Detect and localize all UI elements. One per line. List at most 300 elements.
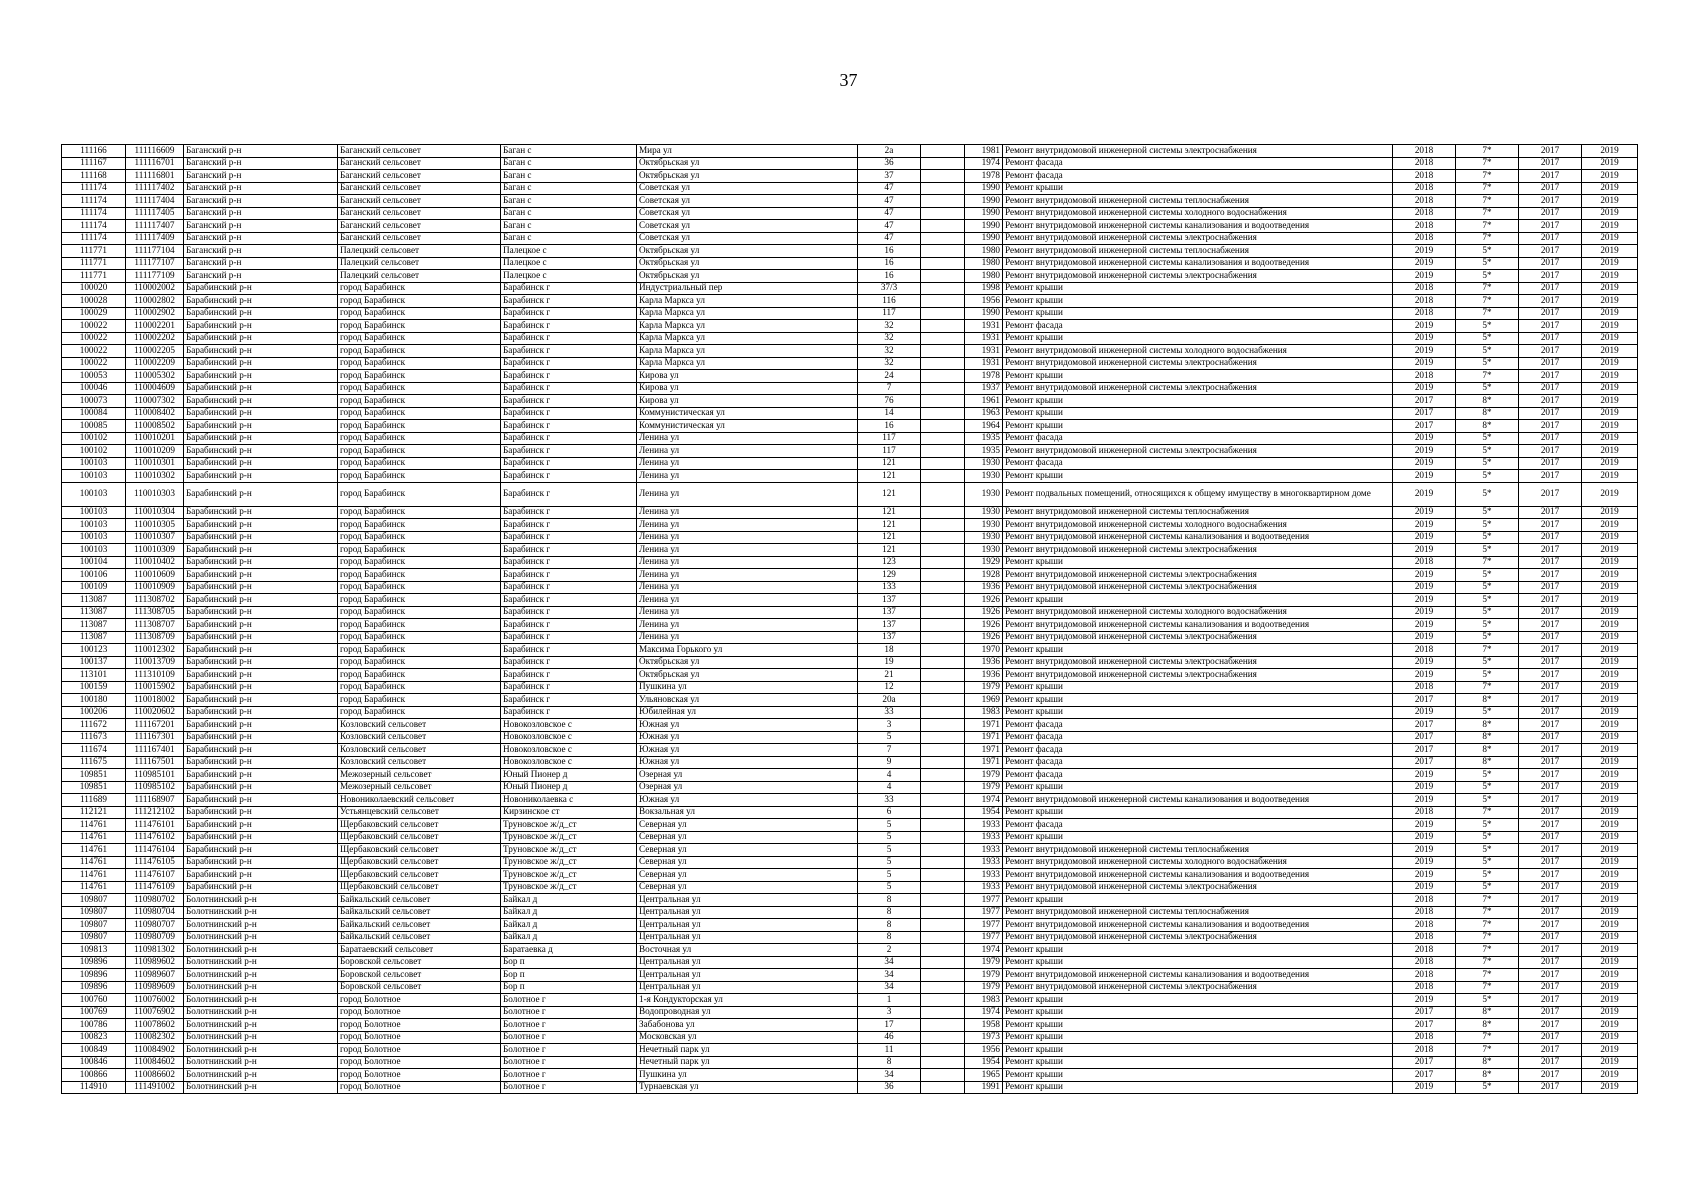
settlement-cell: Барабинск г <box>501 320 637 333</box>
municipality-cell: город Барабинск <box>338 694 501 707</box>
period-end-cell: 2019 <box>1582 420 1638 433</box>
period-start-cell: 2017 <box>1519 506 1582 519</box>
priority-cell: 5* <box>1456 831 1519 844</box>
house-number-cell: 8 <box>858 919 921 932</box>
street-cell: Ленина ул <box>637 569 858 582</box>
house-number-cell: 3 <box>858 1006 921 1019</box>
period-end-cell: 2019 <box>1582 170 1638 183</box>
table-row <box>62 606 1638 619</box>
priority-cell: 5* <box>1456 669 1519 682</box>
period-start-cell: 2017 <box>1519 257 1582 270</box>
house-number-cell: 16 <box>858 420 921 433</box>
house-number-cell: 137 <box>858 606 921 619</box>
street-cell: Карла Маркса ул <box>637 295 858 308</box>
settlement-cell: Барабинск г <box>501 457 637 470</box>
settlement-cell: Барабинск г <box>501 432 637 445</box>
settlement-cell: Болотное г <box>501 1006 637 1019</box>
house-id-cell: 100102 <box>62 432 126 445</box>
year-built-cell: 1936 <box>965 581 1003 594</box>
year-built-cell: 1990 <box>965 182 1003 195</box>
street-cell: Ленина ул <box>637 606 858 619</box>
priority-cell: 7* <box>1456 170 1519 183</box>
building-cell <box>921 881 965 894</box>
period-start-cell: 2017 <box>1519 1081 1582 1094</box>
district-cell: Барабинский р-н <box>184 744 338 757</box>
municipality-cell: Боровской сельсовет <box>338 956 501 969</box>
house-number-cell: 117 <box>858 445 921 458</box>
plan-year-cell: 2019 <box>1393 345 1456 358</box>
street-cell: Озерная ул <box>637 769 858 782</box>
building-cell <box>921 157 965 170</box>
street-cell: Южная ул <box>637 719 858 732</box>
district-cell: Болотнинский р-н <box>184 1019 338 1032</box>
period-end-cell: 2019 <box>1582 844 1638 857</box>
table-row <box>62 956 1638 969</box>
house-id-cell: 100849 <box>62 1044 126 1057</box>
house-number-cell: 121 <box>858 519 921 532</box>
work-id-cell: 110010303 <box>126 482 184 506</box>
municipality-cell: Щербаковский сельсовет <box>338 844 501 857</box>
work-id-cell: 110008402 <box>126 407 184 420</box>
period-end-cell: 2019 <box>1582 669 1638 682</box>
plan-year-cell: 2017 <box>1393 395 1456 408</box>
priority-cell: 5* <box>1456 320 1519 333</box>
period-start-cell: 2017 <box>1519 969 1582 982</box>
page-number: 37 <box>839 70 858 90</box>
priority-cell: 5* <box>1456 432 1519 445</box>
period-start-cell: 2017 <box>1519 245 1582 258</box>
settlement-cell: Болотное г <box>501 1069 637 1082</box>
year-built-cell: 1931 <box>965 345 1003 358</box>
street-cell: Московская ул <box>637 1031 858 1044</box>
period-start-cell: 2017 <box>1519 1056 1582 1069</box>
work-id-cell: 110002802 <box>126 295 184 308</box>
municipality-cell: город Барабинск <box>338 619 501 632</box>
table-row <box>62 382 1638 395</box>
municipality-cell: город Болотное <box>338 1006 501 1019</box>
table-row <box>62 706 1638 719</box>
house-number-cell: 121 <box>858 457 921 470</box>
settlement-cell: Труновское ж/д_ст <box>501 856 637 869</box>
priority-cell: 7* <box>1456 906 1519 919</box>
period-start-cell: 2017 <box>1519 806 1582 819</box>
house-number-cell: 7 <box>858 382 921 395</box>
work-id-cell: 110007302 <box>126 395 184 408</box>
table-row <box>62 1081 1638 1094</box>
period-start-cell: 2017 <box>1519 669 1582 682</box>
building-cell <box>921 1031 965 1044</box>
house-id-cell: 109896 <box>62 981 126 994</box>
street-cell: Карла Маркса ул <box>637 320 858 333</box>
table-row <box>62 569 1638 582</box>
house-number-cell: 32 <box>858 357 921 370</box>
house-id-cell: 109807 <box>62 931 126 944</box>
municipality-cell: Козловский сельсовет <box>338 756 501 769</box>
building-cell <box>921 669 965 682</box>
municipality-cell: город Барабинск <box>338 445 501 458</box>
district-cell: Барабинский р-н <box>184 869 338 882</box>
table-row <box>62 819 1638 832</box>
priority-cell: 5* <box>1456 856 1519 869</box>
street-cell: Кирова ул <box>637 382 858 395</box>
building-cell <box>921 619 965 632</box>
work-id-cell: 110013709 <box>126 656 184 669</box>
work-type-cell: Ремонт внутридомовой инженерной системы холодного водоснабжения <box>1003 207 1393 220</box>
house-id-cell: 100123 <box>62 644 126 657</box>
building-cell <box>921 245 965 258</box>
work-id-cell: 111476109 <box>126 881 184 894</box>
work-type-cell: Ремонт крыши <box>1003 395 1393 408</box>
house-id-cell: 114761 <box>62 869 126 882</box>
work-type-cell: Ремонт крыши <box>1003 831 1393 844</box>
table-row <box>62 220 1638 233</box>
period-end-cell: 2019 <box>1582 307 1638 320</box>
house-number-cell: 76 <box>858 395 921 408</box>
building-cell <box>921 844 965 857</box>
work-id-cell: 110076002 <box>126 994 184 1007</box>
period-end-cell: 2019 <box>1582 332 1638 345</box>
district-cell: Барабинский р-н <box>184 519 338 532</box>
municipality-cell: город Барабинск <box>338 295 501 308</box>
table-row <box>62 631 1638 644</box>
table-row <box>62 906 1638 919</box>
settlement-cell: Болотное г <box>501 1081 637 1094</box>
period-end-cell: 2019 <box>1582 1081 1638 1094</box>
year-built-cell: 1958 <box>965 1019 1003 1032</box>
period-start-cell: 2017 <box>1519 382 1582 395</box>
plan-year-cell: 2018 <box>1393 370 1456 383</box>
period-end-cell: 2019 <box>1582 531 1638 544</box>
house-id-cell: 109807 <box>62 919 126 932</box>
work-type-cell: Ремонт фасада <box>1003 719 1393 732</box>
table-row <box>62 457 1638 470</box>
house-id-cell: 113087 <box>62 594 126 607</box>
period-end-cell: 2019 <box>1582 956 1638 969</box>
district-cell: Баганский р-н <box>184 182 338 195</box>
municipality-cell: Палецкий сельсовет <box>338 257 501 270</box>
year-built-cell: 1977 <box>965 906 1003 919</box>
period-start-cell: 2017 <box>1519 320 1582 333</box>
work-id-cell: 110980702 <box>126 894 184 907</box>
municipality-cell: Баганский сельсовет <box>338 207 501 220</box>
settlement-cell: Барабинск г <box>501 382 637 395</box>
district-cell: Болотнинский р-н <box>184 1069 338 1082</box>
building-cell <box>921 170 965 183</box>
street-cell: Забабонова ул <box>637 1019 858 1032</box>
period-end-cell: 2019 <box>1582 282 1638 295</box>
period-end-cell: 2019 <box>1582 482 1638 506</box>
house-number-cell: 16 <box>858 257 921 270</box>
settlement-cell: Барабинск г <box>501 656 637 669</box>
work-type-cell: Ремонт фасада <box>1003 432 1393 445</box>
table-row <box>62 332 1638 345</box>
period-end-cell: 2019 <box>1582 1031 1638 1044</box>
street-cell: 1-я Кондукторская ул <box>637 994 858 1007</box>
building-cell <box>921 320 965 333</box>
work-type-cell: Ремонт крыши <box>1003 1044 1393 1057</box>
municipality-cell: Новониколаевский сельсовет <box>338 794 501 807</box>
settlement-cell: Палецкое с <box>501 257 637 270</box>
year-built-cell: 1979 <box>965 981 1003 994</box>
work-type-cell: Ремонт крыши <box>1003 182 1393 195</box>
municipality-cell: город Барабинск <box>338 581 501 594</box>
period-end-cell: 2019 <box>1582 506 1638 519</box>
work-type-cell: Ремонт внутридомовой инженерной системы электроснабжения <box>1003 931 1393 944</box>
year-built-cell: 1963 <box>965 407 1003 420</box>
house-number-cell: 6 <box>858 806 921 819</box>
house-id-cell: 111771 <box>62 245 126 258</box>
priority-cell: 7* <box>1456 307 1519 320</box>
municipality-cell: Козловский сельсовет <box>338 744 501 757</box>
period-end-cell: 2019 <box>1582 145 1638 158</box>
period-start-cell: 2017 <box>1519 731 1582 744</box>
period-end-cell: 2019 <box>1582 270 1638 283</box>
work-id-cell: 111167401 <box>126 744 184 757</box>
plan-year-cell: 2019 <box>1393 869 1456 882</box>
work-id-cell: 111476101 <box>126 819 184 832</box>
building-cell <box>921 731 965 744</box>
building-cell <box>921 819 965 832</box>
settlement-cell: Байкал д <box>501 906 637 919</box>
work-type-cell: Ремонт внутридомовой инженерной системы канализования и водоотведения <box>1003 220 1393 233</box>
period-start-cell: 2017 <box>1519 706 1582 719</box>
house-id-cell: 113101 <box>62 669 126 682</box>
house-number-cell: 47 <box>858 207 921 220</box>
house-id-cell: 100053 <box>62 370 126 383</box>
period-start-cell: 2017 <box>1519 931 1582 944</box>
building-cell <box>921 781 965 794</box>
plan-year-cell: 2019 <box>1393 819 1456 832</box>
period-start-cell: 2017 <box>1519 420 1582 433</box>
period-start-cell: 2017 <box>1519 531 1582 544</box>
house-id-cell: 111166 <box>62 145 126 158</box>
house-id-cell: 100022 <box>62 357 126 370</box>
work-type-cell: Ремонт крыши <box>1003 295 1393 308</box>
period-start-cell: 2017 <box>1519 307 1582 320</box>
table-row <box>62 594 1638 607</box>
table-row <box>62 370 1638 383</box>
period-end-cell: 2019 <box>1582 195 1638 208</box>
work-type-cell: Ремонт внутридомовой инженерной системы канализования и водоотведения <box>1003 869 1393 882</box>
district-cell: Барабинский р-н <box>184 395 338 408</box>
period-start-cell: 2017 <box>1519 956 1582 969</box>
priority-cell: 5* <box>1456 581 1519 594</box>
work-id-cell: 111177104 <box>126 245 184 258</box>
municipality-cell: город Барабинск <box>338 594 501 607</box>
settlement-cell: Болотное г <box>501 1019 637 1032</box>
priority-cell: 5* <box>1456 881 1519 894</box>
priority-cell: 5* <box>1456 245 1519 258</box>
municipality-cell: Палецкий сельсовет <box>338 245 501 258</box>
period-start-cell: 2017 <box>1519 482 1582 506</box>
building-cell <box>921 569 965 582</box>
settlement-cell: Барабинск г <box>501 295 637 308</box>
building-cell <box>921 756 965 769</box>
table-row <box>62 506 1638 519</box>
district-cell: Барабинский р-н <box>184 332 338 345</box>
table-row <box>62 207 1638 220</box>
plan-year-cell: 2019 <box>1393 994 1456 1007</box>
table-row <box>62 806 1638 819</box>
plan-year-cell: 2017 <box>1393 407 1456 420</box>
district-cell: Барабинский р-н <box>184 569 338 582</box>
plan-year-cell: 2018 <box>1393 307 1456 320</box>
period-end-cell: 2019 <box>1582 556 1638 569</box>
district-cell: Барабинский р-н <box>184 307 338 320</box>
house-number-cell: 14 <box>858 407 921 420</box>
municipality-cell: Баганский сельсовет <box>338 220 501 233</box>
house-number-cell: 121 <box>858 506 921 519</box>
period-end-cell: 2019 <box>1582 744 1638 757</box>
work-type-cell: Ремонт крыши <box>1003 681 1393 694</box>
year-built-cell: 1937 <box>965 382 1003 395</box>
house-id-cell: 111174 <box>62 220 126 233</box>
priority-cell: 8* <box>1456 395 1519 408</box>
street-cell: Советская ул <box>637 220 858 233</box>
plan-year-cell: 2019 <box>1393 270 1456 283</box>
street-cell: Озерная ул <box>637 781 858 794</box>
priority-cell: 7* <box>1456 182 1519 195</box>
priority-cell: 7* <box>1456 644 1519 657</box>
work-type-cell: Ремонт фасада <box>1003 819 1393 832</box>
house-id-cell: 109851 <box>62 781 126 794</box>
work-id-cell: 111117405 <box>126 207 184 220</box>
work-id-cell: 111491002 <box>126 1081 184 1094</box>
priority-cell: 7* <box>1456 195 1519 208</box>
table-row <box>62 345 1638 358</box>
priority-cell: 5* <box>1456 519 1519 532</box>
street-cell: Центральная ул <box>637 906 858 919</box>
street-cell: Октябрьская ул <box>637 245 858 258</box>
priority-cell: 5* <box>1456 482 1519 506</box>
municipality-cell: город Барабинск <box>338 519 501 532</box>
house-number-cell: 137 <box>858 631 921 644</box>
municipality-cell: Байкальский сельсовет <box>338 894 501 907</box>
house-number-cell: 47 <box>858 232 921 245</box>
work-type-cell: Ремонт фасада <box>1003 320 1393 333</box>
house-id-cell: 111771 <box>62 270 126 283</box>
district-cell: Болотнинский р-н <box>184 956 338 969</box>
street-cell: Центральная ул <box>637 894 858 907</box>
work-id-cell: 110989607 <box>126 969 184 982</box>
work-id-cell: 111308702 <box>126 594 184 607</box>
street-cell: Ленина ул <box>637 531 858 544</box>
capital-repair-table <box>61 144 1638 1094</box>
house-number-cell: 117 <box>858 307 921 320</box>
work-type-cell: Ремонт крыши <box>1003 594 1393 607</box>
table-row <box>62 856 1638 869</box>
house-number-cell: 116 <box>858 295 921 308</box>
period-end-cell: 2019 <box>1582 1006 1638 1019</box>
house-number-cell: 34 <box>858 956 921 969</box>
district-cell: Барабинский р-н <box>184 731 338 744</box>
work-type-cell: Ремонт внутридомовой инженерной системы электроснабжения <box>1003 656 1393 669</box>
building-cell <box>921 1019 965 1032</box>
house-number-cell: 5 <box>858 844 921 857</box>
priority-cell: 7* <box>1456 969 1519 982</box>
house-number-cell: 34 <box>858 969 921 982</box>
period-end-cell: 2019 <box>1582 831 1638 844</box>
period-start-cell: 2017 <box>1519 195 1582 208</box>
work-id-cell: 111167501 <box>126 756 184 769</box>
table-row <box>62 1056 1638 1069</box>
period-start-cell: 2017 <box>1519 432 1582 445</box>
building-cell <box>921 195 965 208</box>
priority-cell: 5* <box>1456 631 1519 644</box>
district-cell: Барабинский р-н <box>184 669 338 682</box>
period-start-cell: 2017 <box>1519 794 1582 807</box>
house-number-cell: 46 <box>858 1031 921 1044</box>
district-cell: Барабинский р-н <box>184 694 338 707</box>
work-type-cell: Ремонт внутридомовой инженерной системы электроснабжения <box>1003 544 1393 557</box>
building-cell <box>921 257 965 270</box>
house-number-cell: 16 <box>858 245 921 258</box>
house-id-cell: 114761 <box>62 881 126 894</box>
priority-cell: 5* <box>1456 257 1519 270</box>
municipality-cell: Баганский сельсовет <box>338 157 501 170</box>
work-id-cell: 110002201 <box>126 320 184 333</box>
settlement-cell: Барабинск г <box>501 345 637 358</box>
district-cell: Болотнинский р-н <box>184 894 338 907</box>
settlement-cell: Барабинск г <box>501 631 637 644</box>
house-id-cell: 100206 <box>62 706 126 719</box>
house-number-cell: 123 <box>858 556 921 569</box>
house-id-cell: 100180 <box>62 694 126 707</box>
period-start-cell: 2017 <box>1519 719 1582 732</box>
house-id-cell: 100786 <box>62 1019 126 1032</box>
house-id-cell: 100085 <box>62 420 126 433</box>
settlement-cell: Барабинск г <box>501 470 637 483</box>
plan-year-cell: 2017 <box>1393 756 1456 769</box>
house-number-cell: 3 <box>858 719 921 732</box>
year-built-cell: 1928 <box>965 569 1003 582</box>
street-cell: Советская ул <box>637 232 858 245</box>
building-cell <box>921 656 965 669</box>
street-cell: Карла Маркса ул <box>637 332 858 345</box>
year-built-cell: 1977 <box>965 894 1003 907</box>
year-built-cell: 1991 <box>965 1081 1003 1094</box>
work-type-cell: Ремонт внутридомовой инженерной системы электроснабжения <box>1003 631 1393 644</box>
table-row <box>62 919 1638 932</box>
plan-year-cell: 2019 <box>1393 531 1456 544</box>
table-row <box>62 320 1638 333</box>
municipality-cell: Щербаковский сельсовет <box>338 881 501 894</box>
municipality-cell: Межозерный сельсовет <box>338 769 501 782</box>
district-cell: Барабинский р-н <box>184 345 338 358</box>
year-built-cell: 1956 <box>965 295 1003 308</box>
street-cell: Южная ул <box>637 794 858 807</box>
municipality-cell: город Барабинск <box>338 706 501 719</box>
plan-year-cell: 2018 <box>1393 1031 1456 1044</box>
district-cell: Барабинский р-н <box>184 295 338 308</box>
priority-cell: 5* <box>1456 332 1519 345</box>
settlement-cell: Труновское ж/д_ст <box>501 831 637 844</box>
work-id-cell: 111476107 <box>126 869 184 882</box>
house-id-cell: 111672 <box>62 719 126 732</box>
street-cell: Центральная ул <box>637 969 858 982</box>
plan-year-cell: 2018 <box>1393 981 1456 994</box>
period-start-cell: 2017 <box>1519 694 1582 707</box>
plan-year-cell: 2019 <box>1393 506 1456 519</box>
work-type-cell: Ремонт внутридомовой инженерной системы холодного водоснабжения <box>1003 606 1393 619</box>
period-end-cell: 2019 <box>1582 931 1638 944</box>
work-type-cell: Ремонт внутридомовой инженерной системы электроснабжения <box>1003 270 1393 283</box>
street-cell: Ленина ул <box>637 445 858 458</box>
work-type-cell: Ремонт внутридомовой инженерной системы канализования и водоотведения <box>1003 794 1393 807</box>
period-start-cell: 2017 <box>1519 232 1582 245</box>
house-id-cell: 100823 <box>62 1031 126 1044</box>
work-id-cell: 110012302 <box>126 644 184 657</box>
